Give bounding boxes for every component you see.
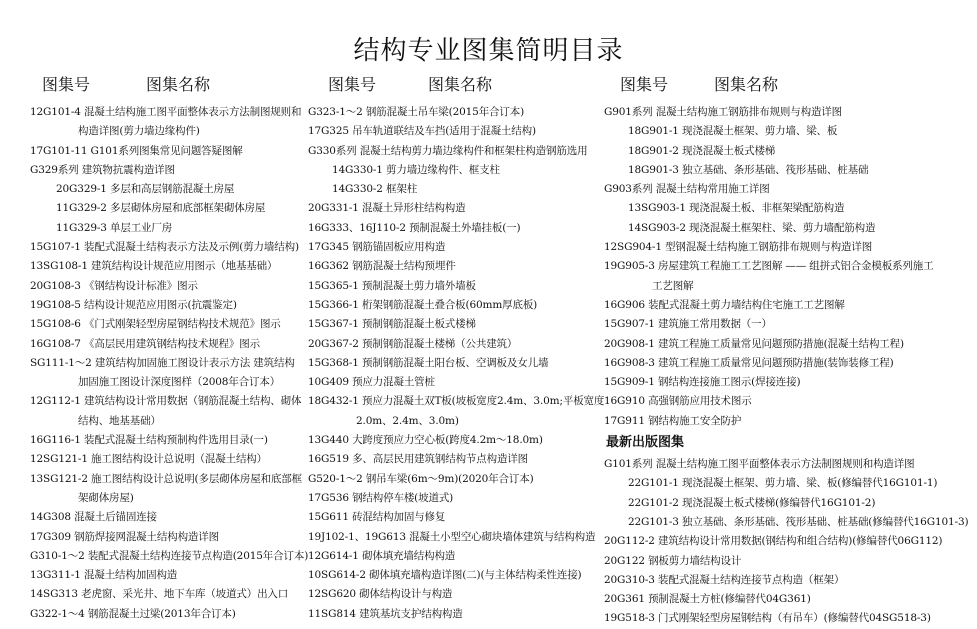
catalog-item-text: 15G611 砖混结构加固与修复 <box>308 511 446 524</box>
catalog-item-text: G310-1～2 装配式混凝土结构连接节点构造(2015年合订本) <box>30 549 309 562</box>
column-header <box>308 72 604 94</box>
section-heading: 最新出版图集 <box>606 435 685 451</box>
catalog-item-text: 12G101-4 混凝土结构施工图平面整体表示方法制图规则和 <box>30 106 302 118</box>
catalog-item-text: 15G366-1 桁架钢筋混凝土叠合板(60mm厚底板) <box>308 298 538 311</box>
catalog-item-text: 15G108-6 《门式刚架轻型房屋钢结构技术规范》图示 <box>30 318 281 331</box>
catalog-list <box>604 103 974 629</box>
catalog-item <box>30 470 322 509</box>
header-name: 图集名称 <box>714 75 779 94</box>
catalog-item <box>308 335 604 354</box>
page-title: 结构专业图集简明目录 <box>353 36 624 66</box>
catalog-item <box>30 180 322 199</box>
catalog-item <box>308 296 604 315</box>
catalog-item-text: G323-1～2 钢筋混凝土吊车梁(2015年合订本) <box>308 106 525 118</box>
catalog-item-text: 15G367-1 预制钢筋混凝土板式楼梯 <box>308 318 476 331</box>
catalog-item <box>604 373 974 392</box>
catalog-item-text: 16G362 钢筋混凝土结构预埋件 <box>308 260 456 273</box>
catalog-item-text: 12SG904-1 型钢混凝土结构施工钢筋排布规则与构造详图 <box>604 241 873 254</box>
catalog-item <box>604 455 974 474</box>
catalog-item <box>308 180 604 199</box>
catalog-item-text: 16G906 装配式混凝土剪力墙结构住宅施工工艺图解 <box>604 298 845 311</box>
catalog-item-text: 12SG620 砌体结构设计与构造 <box>308 588 453 601</box>
catalog-item <box>30 238 322 257</box>
catalog-item <box>308 122 604 141</box>
catalog-item-continuation: 架砌体房屋) <box>78 491 134 504</box>
catalog-item-text: 11G329-3 单层工业厂房 <box>56 221 173 234</box>
catalog-item-text: 14G330-1 剪力墙边缘构件、框支柱 <box>332 163 500 176</box>
catalog-item <box>604 199 974 218</box>
catalog-item-text: 20G108-3 《钢结构设计标准》图示 <box>30 279 198 292</box>
catalog-item <box>308 219 604 238</box>
catalog-item <box>308 142 604 161</box>
catalog-item <box>308 315 604 334</box>
catalog-item <box>30 161 322 180</box>
catalog-item-continuation: 构造详图(剪力墙边缘构件) <box>78 125 200 138</box>
catalog-item <box>604 532 974 551</box>
catalog-item-text: 18G901-1 现浇混凝土框架、剪力墙、梁、板 <box>628 125 838 138</box>
header-number: 图集号 <box>620 75 669 94</box>
catalog-item <box>308 528 604 547</box>
catalog-item <box>308 373 604 392</box>
catalog-item <box>604 552 974 571</box>
column-header <box>604 72 974 94</box>
catalog-item <box>308 585 604 604</box>
catalog-item-text: 15G107-1 装配式混凝土结构表示方法及示例(剪力墙结构) <box>30 241 299 254</box>
catalog-item <box>308 489 604 508</box>
catalog-item <box>308 238 604 257</box>
header-name: 图集名称 <box>146 75 211 94</box>
catalog-item <box>30 528 322 547</box>
catalog-item <box>308 605 604 624</box>
catalog-item-text: 15G907-1 建筑施工常用数据（一） <box>604 318 772 331</box>
catalog-item <box>604 412 974 431</box>
catalog-item-text: G329系列 建筑物抗震构造详图 <box>30 163 175 176</box>
catalog-item-text: 15G365-1 预制混凝土剪力墙外墙板 <box>308 279 476 292</box>
catalog-item <box>604 513 974 532</box>
column-3 <box>604 72 974 629</box>
catalog-item <box>604 335 974 354</box>
catalog-item <box>308 277 604 296</box>
catalog-item-text: 14SG313 老虎窗、采光井、地下车库（坡道式）出入口 <box>30 588 289 601</box>
catalog-item-text: 12SG121-1 施工图结构设计总说明（混凝土结构） <box>30 453 267 466</box>
catalog-item <box>30 605 322 624</box>
catalog-item <box>308 547 604 566</box>
catalog-item <box>30 257 322 276</box>
catalog-item <box>308 431 604 450</box>
catalog-item-text: 18G901-2 现浇混凝土板式楼梯 <box>628 144 776 157</box>
catalog-item <box>604 354 974 373</box>
catalog-item-text: 19G518-3 门式刚架轻型房屋钢结构（有吊车）(修编替代04SG518-3) <box>604 612 931 625</box>
catalog-item <box>604 392 974 411</box>
catalog-item <box>308 354 604 373</box>
catalog-item <box>308 257 604 276</box>
catalog-item-text: 14G308 混凝土后锚固连接 <box>30 511 157 524</box>
catalog-item-text: 18G432-1 预应力混凝土双T板(坡板宽度2.4m、3.0m;平板宽度 <box>308 395 605 408</box>
catalog-item-text: 22G101-2 现浇混凝土板式楼梯(修编替代16G101-2) <box>628 496 876 509</box>
catalog-item-text: 10G409 预应力混凝土管桩 <box>308 376 435 389</box>
catalog-item <box>604 494 974 513</box>
catalog-item-text: 20G112-2 建筑结构设计常用数据(钢结构和组合结构)(修编替代06G112) <box>604 535 943 548</box>
catalog-item <box>604 103 974 122</box>
catalog-item <box>308 470 604 489</box>
catalog-item-text: 20G908-1 建筑工程施工质量常见问题预防措施(混凝土结构工程) <box>604 337 904 350</box>
catalog-item <box>30 431 322 450</box>
catalog-item <box>30 566 322 585</box>
catalog-item <box>308 199 604 218</box>
catalog-item <box>604 474 974 493</box>
catalog-item-text: 20G310-3 装配式混凝土结构连接节点构造（框架） <box>604 573 845 586</box>
catalog-item-text: 16G108-7 《高层民用建筑钢结构技术规程》图示 <box>30 337 260 350</box>
catalog-item-continuation: 2.0m、2.4m、3.0m) <box>356 414 459 427</box>
catalog-item-text: 15G909-1 钢结构连接施工图示(焊接连接) <box>604 376 801 389</box>
column-2 <box>308 72 604 624</box>
catalog-item <box>308 508 604 527</box>
catalog-item-text: 16G519 多、高层民用建筑钢结构节点构造详图 <box>308 453 529 466</box>
catalog-item <box>30 315 322 334</box>
catalog-item-text: 17G536 钢结构停车楼(坡道式) <box>308 491 454 504</box>
catalog-item-text: 16G116-1 装配式混凝土结构预制构件选用目录(一) <box>30 434 268 447</box>
catalog-item-continuation: 加固施工图设计深度图样（2008年合订本） <box>78 376 281 389</box>
catalog-item-text: 17G309 钢筋焊接网混凝土结构构造详图 <box>30 530 219 543</box>
catalog-item-text: 12G112-1 建筑结构设计常用数据（钢筋混凝土结构、砌体 <box>30 395 302 408</box>
catalog-item-text: 16G910 高强钢筋应用技术图示 <box>604 395 752 408</box>
catalog-item <box>604 257 974 296</box>
catalog-item-text: 20G122 钢板剪力墙结构设计 <box>604 554 742 567</box>
catalog-item-text: 20G367-2 预制钢筋混凝土楼梯（公共建筑） <box>308 337 518 350</box>
catalog-item-text: 18G901-3 独立基础、条形基础、筏形基础、桩基础 <box>628 163 869 176</box>
catalog-item <box>604 315 974 334</box>
catalog-item <box>604 219 974 238</box>
catalog-item <box>30 508 322 527</box>
catalog-item-text: 13SG108-1 建筑结构设计规范应用图示（地基基础） <box>30 260 278 273</box>
catalog-item-text: 10SG614-2 砌体填充墙构造详图(二)(与主体结构柔性连接) <box>308 569 582 582</box>
catalog-item <box>30 142 322 161</box>
catalog-item <box>604 238 974 257</box>
catalog-item-text: G330系列 混凝土结构剪力墙边缘构件和框架柱构造钢筋选用 <box>308 144 588 157</box>
catalog-item <box>308 161 604 180</box>
catalog-item-text: G101系列 混凝土结构施工图平面整体表示方法制图规则和构造详图 <box>604 458 915 471</box>
catalog-item <box>30 219 322 238</box>
catalog-item-text: 11SG814 建筑基坑支护结构构造 <box>308 607 463 620</box>
column-header <box>30 72 322 94</box>
catalog-list <box>30 103 322 624</box>
catalog-item-text: 12G614-1 砌体填充墙结构构造 <box>308 549 456 562</box>
catalog-item-text: 22G101-1 现浇混凝土框架、剪力墙、梁、板(修编替代16G101-1) <box>628 477 938 490</box>
catalog-item-text: 20G361 预制混凝土方桩(修编替代04G361) <box>604 593 811 606</box>
catalog-item-text: 19G108-5 结构设计规范应用图示(抗震鉴定) <box>30 298 237 311</box>
catalog-item <box>604 180 974 199</box>
catalog-item-text: 13G311-1 混凝土结构加固构造 <box>30 569 178 582</box>
catalog-item-text: 19J102-1、19G613 混凝土小型空心砌块墙体建筑与结构构造 <box>308 530 596 543</box>
catalog-item <box>308 450 604 469</box>
catalog-item-text: 11G329-2 多层砌体房屋和底部框架砌体房屋 <box>56 202 266 215</box>
catalog-item-text: 13G440 大跨度预应力空心板(跨度4.2m～18.0m) <box>308 434 543 447</box>
catalog-item <box>604 590 974 609</box>
catalog-item-text: 17G101-11 G101系列图集常见问题答疑图解 <box>30 144 243 157</box>
catalog-item-text: 14SG903-2 现浇混凝土框架柱、梁、剪力墙配筋构造 <box>628 221 876 234</box>
catalog-item-text: 20G331-1 混凝土异形柱结构构造 <box>308 202 466 215</box>
catalog-item <box>604 142 974 161</box>
catalog-item <box>30 354 322 393</box>
catalog-item-text: G520-1～2 钢吊车梁(6m～9m)(2020年合订本) <box>308 472 534 485</box>
catalog-item <box>308 103 604 122</box>
catalog-item <box>604 609 974 628</box>
catalog-item-text: 17G325 吊车轨道联结及车挡(适用于混凝土结构) <box>308 125 536 138</box>
catalog-item <box>30 199 322 218</box>
column-1 <box>30 72 322 624</box>
catalog-item-text: 16G908-3 建筑工程施工质量常见问题预防措施(装饰装修工程) <box>604 356 894 369</box>
catalog-item-text: G903系列 混凝土结构常用施工详图 <box>604 183 770 196</box>
header-number: 图集号 <box>328 75 377 94</box>
catalog-item <box>30 547 322 566</box>
catalog-item <box>30 392 322 431</box>
catalog-item-text: 17G345 钢筋锚固板应用构造 <box>308 241 446 254</box>
catalog-item <box>604 161 974 180</box>
catalog-item-text: 13SG121-2 施工图结构设计总说明(多层砌体房屋和底部框 <box>30 472 302 485</box>
catalog-item-continuation: 工艺图解 <box>652 279 694 292</box>
catalog-item-text: 19G905-3 房屋建筑工程施工工艺图解 —— 组拼式铝合金模板系列施工 <box>604 260 934 273</box>
catalog-item <box>308 392 604 431</box>
catalog-item-text: 22G101-3 独立基础、条形基础、筏形基础、桩基础(修编替代16G101-3) <box>628 515 969 528</box>
catalog-item-text: 20G329-1 多层和高层钢筋混凝土房屋 <box>56 183 235 196</box>
catalog-item-text: 14G330-2 框架柱 <box>332 183 418 196</box>
catalog-item-text: 17G911 钢结构施工安全防护 <box>604 414 742 427</box>
catalog-item-text: 16G333、16J110-2 预制混凝土外墙挂板(一) <box>308 221 521 234</box>
catalog-item-text: 15G368-1 预制钢筋混凝土阳台板、空调板及女儿墙 <box>308 356 549 369</box>
catalog-item <box>604 296 974 315</box>
catalog-item <box>604 122 974 141</box>
catalog-item <box>30 277 322 296</box>
catalog-item-text: 13SG903-1 现浇混凝土板、非框架梁配筋构造 <box>628 202 845 215</box>
catalog-list <box>308 103 604 624</box>
catalog-item-text: G322-1～4 钢筋混凝土过梁(2013年合订本) <box>30 607 236 620</box>
header-name: 图集名称 <box>428 75 493 94</box>
catalog-item-text: G901系列 混凝土结构施工钢筋排布规则与构造详图 <box>604 106 843 118</box>
catalog-item <box>30 450 322 469</box>
catalog-item-continuation: 结构、地基基础） <box>78 414 161 427</box>
catalog-item <box>308 566 604 585</box>
header-number: 图集号 <box>42 75 91 94</box>
catalog-item <box>30 335 322 354</box>
catalog-item <box>604 571 974 590</box>
catalog-item-text: SG111-1～2 建筑结构加固施工图设计表示方法 建筑结构 <box>30 356 295 369</box>
catalog-item <box>30 585 322 604</box>
catalog-item <box>30 296 322 315</box>
catalog-item <box>30 103 322 142</box>
